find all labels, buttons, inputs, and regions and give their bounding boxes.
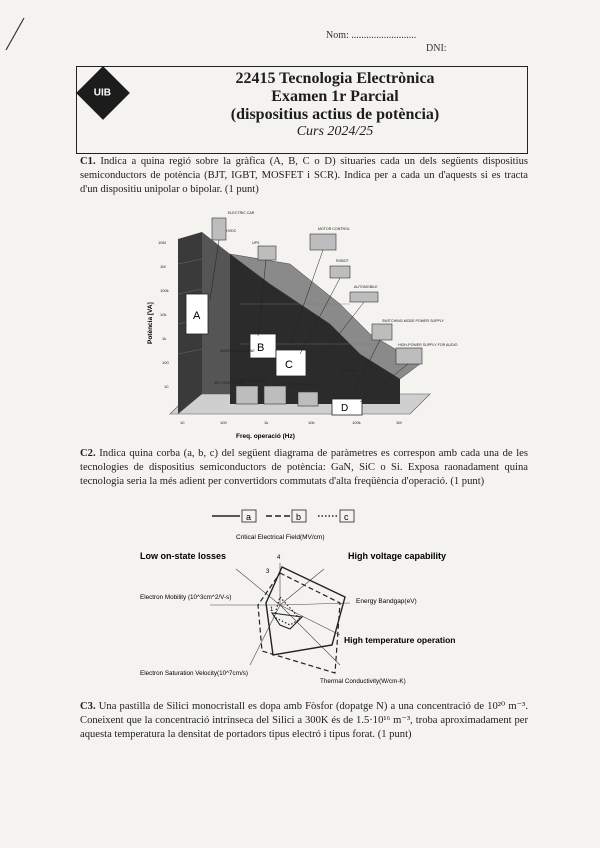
question-3: [80, 700, 528, 741]
label-electric-car: ELECTRIC CAR: [228, 211, 255, 215]
exam-title: [150, 70, 520, 124]
course-title: 22415 Tecnologia Electrònica: [235, 70, 435, 87]
axis-high-voltage: High voltage capability: [348, 551, 447, 561]
label-robot: ROBOT: [336, 259, 349, 263]
radar-diagram: [140, 525, 480, 693]
axis-critical-field: Critical Electrical Field(MV/cm): [236, 534, 325, 541]
axis-high-temperature: High temperature operation: [344, 635, 456, 645]
region-a-label: A: [193, 310, 201, 322]
label-hp-audio: HIGH-POWER SUPPLY FOR AUDIO: [398, 343, 458, 347]
label-motor-control: MOTOR CONTROL: [318, 227, 350, 231]
radar-tick-4: 4: [277, 555, 281, 561]
power-frequency-figure: [140, 204, 458, 446]
question-2-number: C2.: [80, 448, 96, 459]
x-tick: 10: [180, 420, 185, 425]
label-hvdc: HVDC: [226, 229, 237, 233]
question-2: [80, 447, 528, 488]
axis-saturation-velocity: Electron Saturation Velocity(10^7cm/s): [140, 670, 248, 677]
label-fridge: REFRIGERATOR: [240, 379, 269, 383]
y-tick: 10: [164, 384, 169, 389]
axis-low-losses: Low on-state losses: [140, 551, 227, 561]
course-year: Curs 2024/25: [296, 124, 374, 139]
x-tick: 10k: [308, 420, 315, 425]
dni-field[interactable]: DNI:: [426, 43, 447, 54]
question-2-text: Indica quina corba (a, b, c) del següent diagrama de paràmetres es correspon amb cada una de les tecnologies de dispositius semiconductors de potència: GaN, SiC o Si. Exposa raonadament quina tecnologia seria la més adient per convertidors commutats d'alta freqüència d'operació. (1 punt): [80, 448, 528, 487]
question-3-text: Una pastilla de Silici monocristall es dopa amb Fòsfor (dopatge N) a una concentració de 10²⁰ m⁻³. Coneixent que la concentració intrínseca del Silici a 300K és de 1.5·10¹⁶ m⁻³, troba aproximadament per aquesta temperatura la densitat de portadors tipus electró i tipus forat. (1 punt): [80, 701, 528, 740]
name-field[interactable]: Nom: ..........................: [326, 30, 417, 41]
label-ups: UPS: [252, 241, 260, 245]
exam-subject: (dispositius actius de potència): [230, 106, 440, 123]
label-automobile: AUTOMOBILE: [354, 285, 378, 289]
radar-tick-3: 3: [266, 569, 270, 575]
label-lighting: LIGHTING: [340, 369, 357, 373]
x-axis-label: Freq. operació (Hz): [236, 433, 295, 440]
question-1-text: Indica a quina regió sobre la gràfica (A, B, C o D) situaries cada un dels següents dispositius semiconductors de potència (BJT, IGBT, MOSFET i SCR). Indica per a cada un d'aquests si es tracta d'un dispositiu unipolar o bipolar. (1 punt): [80, 156, 528, 195]
y-tick: 10k: [160, 312, 167, 317]
exam-name: Examen 1r Parcial: [271, 88, 399, 105]
label-smps: SWITCHING-MODE POWER SUPPLY: [382, 319, 445, 323]
question-1-number: C1.: [80, 156, 96, 167]
label-washing: WASHING MACHINE: [220, 349, 255, 353]
radar-tick-1: 1: [270, 607, 274, 613]
y-tick: 1k: [162, 336, 167, 341]
x-tick: 1M: [396, 420, 402, 425]
curve-a: [266, 567, 345, 655]
y-tick: 100k: [160, 288, 169, 293]
x-tick: 1k: [264, 420, 269, 425]
question-3-number: C3.: [80, 701, 96, 712]
y-tick: 10M: [158, 240, 166, 245]
curve-legend: [210, 508, 360, 524]
x-tick: 100: [220, 420, 227, 425]
legend-a: a: [246, 512, 252, 522]
axis-thermal-conductivity: Thermal Conductivity(W/cm-K): [320, 678, 406, 685]
y-tick: 1M: [160, 264, 166, 269]
label-aircon: AIR CONDITIONER: [214, 381, 247, 385]
legend-b: b: [296, 512, 302, 522]
question-1: [80, 155, 528, 196]
y-tick: 100: [162, 360, 169, 365]
region-d-label: D: [341, 403, 349, 414]
pen-mark: [0, 0, 40, 60]
x-tick: 100k: [352, 420, 361, 425]
axis-energy-bandgap: Energy Bandgap(eV): [356, 598, 417, 605]
axis-electron-mobility: Electron Mobility (10^3cm^2/V-s): [140, 594, 232, 601]
region-c-label: C: [285, 359, 293, 371]
y-axis-label: Potència [VA]: [147, 302, 154, 344]
label-microwave: MICROWAVE OVEN: [290, 383, 324, 387]
uib-logo: UIB: [76, 66, 130, 120]
legend-c: c: [344, 512, 349, 522]
region-b-label: B: [257, 342, 265, 354]
